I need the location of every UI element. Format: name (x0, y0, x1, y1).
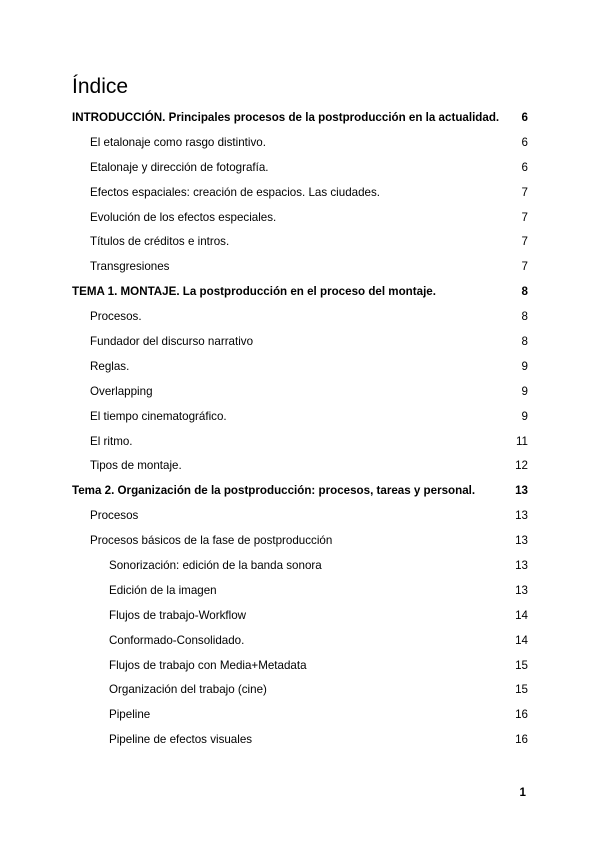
toc-entry-title: Overlapping (90, 384, 153, 398)
toc-entry[interactable] (72, 454, 528, 479)
toc-entry-title: Procesos. (90, 310, 142, 324)
toc-entry-page: 6 (521, 160, 528, 174)
toc-entry-title: Procesos básicos de la fase de postproducción (90, 534, 333, 548)
toc-entry[interactable] (72, 330, 528, 355)
toc-entry-page: 14 (515, 633, 528, 647)
toc-entry-title: Etalonaje y dirección de fotografía. (90, 160, 269, 174)
toc-entry[interactable] (72, 405, 528, 430)
toc-entry[interactable] (72, 131, 528, 156)
toc-entry-page: 11 (515, 434, 528, 448)
toc-entry-page: 9 (521, 384, 528, 398)
toc-entry-page: 7 (521, 210, 528, 224)
toc-entry-page: 13 (515, 509, 528, 523)
toc-entry-title: Flujos de trabajo-Workflow (109, 608, 247, 622)
toc-entry-title: El tiempo cinematográfico. (90, 409, 227, 423)
toc-entry-title: Evolución de los efectos especiales. (90, 210, 277, 224)
toc-entry-page: 9 (521, 409, 528, 423)
toc-entry-page: 15 (515, 658, 528, 672)
toc-entry-title: Efectos espaciales: creación de espacios. Las ciudades. (90, 185, 381, 199)
toc-entry-page: 13 (515, 484, 528, 498)
toc-entry[interactable] (72, 230, 528, 255)
toc-entry[interactable] (72, 280, 528, 305)
toc-entry[interactable] (72, 355, 528, 380)
toc-entry-page: 13 (515, 583, 528, 597)
toc-entry-title: Tipos de montaje. (90, 459, 182, 473)
toc-entry-page: 9 (521, 359, 528, 373)
toc-entry[interactable] (72, 430, 528, 455)
toc-entry-title: El ritmo. (90, 434, 133, 448)
toc-entry-title: Pipeline (109, 708, 151, 722)
toc-entry[interactable] (72, 504, 528, 529)
toc-entry[interactable] (72, 156, 528, 181)
toc-entry-page: 15 (515, 683, 528, 697)
toc-entry[interactable] (72, 554, 528, 579)
toc-entry[interactable] (72, 579, 528, 604)
toc-entry-title: Pipeline de efectos visuales (109, 733, 253, 747)
toc-entry-title: Organización del trabajo (cine) (109, 683, 267, 697)
toc-entry-title: Procesos (90, 509, 139, 523)
toc-entry-page: 16 (515, 708, 528, 722)
toc-entry-page: 8 (521, 335, 528, 349)
toc-entry[interactable] (72, 479, 528, 504)
toc-entry-title: Sonorización: edición de la banda sonora (109, 559, 322, 573)
toc-entry-page: 16 (515, 733, 528, 747)
toc-entry-page: 8 (521, 285, 528, 299)
toc-entry-page: 6 (521, 111, 528, 124)
toc-entry[interactable] (72, 629, 528, 654)
toc-entry-page: 8 (521, 310, 528, 324)
toc-entry[interactable] (72, 529, 528, 554)
toc-entry-title: Conformado-Consolidado. (109, 633, 245, 647)
toc-entry-page: 13 (515, 559, 528, 573)
toc-entry-title: TEMA 1. MONTAJE. La postproducción en el proceso del montaje. (72, 285, 436, 299)
toc-entry-page: 6 (521, 135, 528, 149)
toc-entry-title: Tema 2. Organización de la postproducción: procesos, tareas y personal. (72, 484, 476, 498)
toc-entry-page: 14 (515, 608, 528, 622)
toc-entry[interactable] (72, 678, 528, 703)
toc-entry-title: Transgresiones (90, 260, 170, 274)
toc-entry-title: Títulos de créditos e intros. (90, 235, 230, 249)
toc-entry-page: 7 (521, 185, 528, 199)
toc-entry-title: Reglas. (90, 359, 130, 373)
toc-entry-page: 12 (515, 459, 528, 473)
toc-entry-page: 7 (521, 260, 528, 274)
table-of-contents (72, 106, 528, 753)
page-title: Índice (72, 75, 129, 98)
toc-entry[interactable] (72, 728, 528, 753)
toc-entry-title: INTRODUCCIÓN. Principales procesos de la postproducción en la actualidad. (72, 111, 500, 124)
toc-entry-title: Fundador del discurso narrativo (90, 335, 254, 349)
toc-entry-page: 7 (521, 235, 528, 249)
page-number: 1 (519, 786, 526, 799)
toc-entry[interactable] (72, 380, 528, 405)
toc-entry[interactable] (72, 181, 528, 206)
toc-entry[interactable] (72, 654, 528, 679)
toc-entry[interactable] (72, 703, 528, 728)
toc-entry[interactable] (72, 305, 528, 330)
toc-entry[interactable] (72, 106, 528, 131)
toc-entry-title: Flujos de trabajo con Media+Metadata (109, 658, 307, 672)
toc-entry[interactable] (72, 255, 528, 280)
toc-entry[interactable] (72, 206, 528, 231)
toc-entry-page: 13 (515, 534, 528, 548)
toc-entry[interactable] (72, 604, 528, 629)
toc-entry-title: El etalonaje como rasgo distintivo. (90, 135, 266, 149)
toc-entry-title: Edición de la imagen (109, 583, 217, 597)
